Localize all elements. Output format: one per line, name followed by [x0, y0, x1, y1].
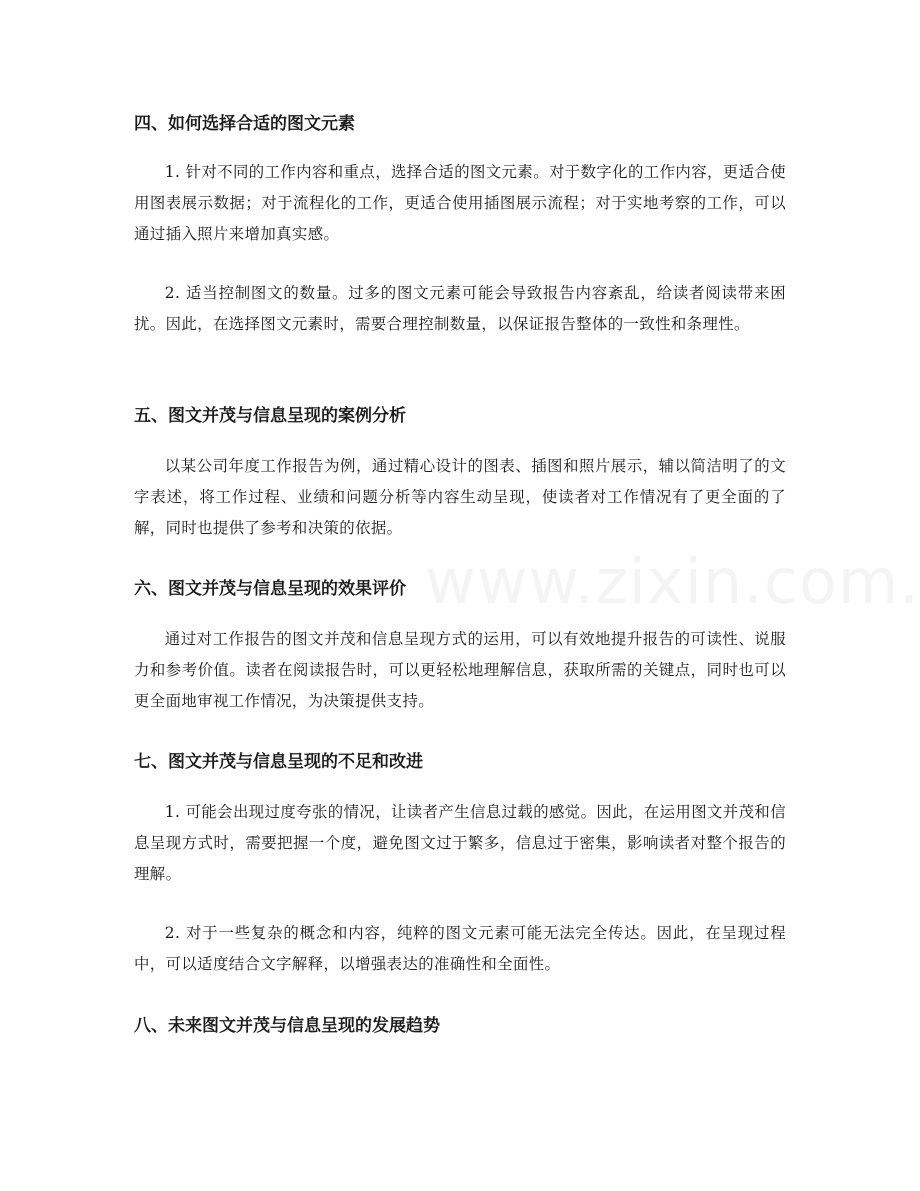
section-heading-4: 四、如何选择合适的图文元素: [134, 114, 355, 134]
section-heading-8: 八、未来图文并茂与信息呈现的发展趋势: [134, 1016, 440, 1036]
section-heading-6: 六、图文并茂与信息呈现的效果评价: [134, 579, 406, 599]
section-6-paragraph-1: 通过对工作报告的图文并茂和信息呈现方式的运用，可以有效地提升报告的可读性、说服力和参考价值。读者在阅读报告时，可以更轻松地理解信息，获取所需的关键点，同时也可以更全面地审视工作情况，为决策提供支持。: [134, 630, 786, 710]
section-4-paragraph-2: 2. 适当控制图文的数量。过多的图文元素可能会导致报告内容紊乱，给读者阅读带来困扰。因此，在选择图文元素时，需要合理控制数量，以保证报告整体的一致性和条理性。: [134, 284, 786, 333]
section-7-paragraph-1: 1. 可能会出现过度夸张的情况，让读者产生信息过载的感觉。因此，在运用图文并茂和信息呈现方式时，需要把握一个度，避免图文过于繁多，信息过于密集，影响读者对整个报告的理解。: [134, 803, 786, 883]
section-5-paragraph-1: 以某公司年度工作报告为例，通过精心设计的图表、插图和照片展示，辅以简洁明了的文字表述，将工作过程、业绩和问题分析等内容生动呈现，使读者对工作情况有了更全面的了解，同时也提供了参考和决策的依据。: [134, 457, 786, 537]
section-heading-7: 七、图文并茂与信息呈现的不足和改进: [134, 752, 423, 772]
section-heading-5: 五、图文并茂与信息呈现的案例分析: [134, 406, 406, 426]
section-4-paragraph-1: 1. 针对不同的工作内容和重点，选择合适的图文元素。对于数字化的工作内容，更适合使用图表展示数据；对于流程化的工作，更适合使用插图展示流程；对于实地考察的工作，可以通过插入照片来增加真实感。: [134, 163, 786, 243]
section-7-paragraph-2: 2. 对于一些复杂的概念和内容，纯粹的图文元素可能无法完全传达。因此，在呈现过程中，可以适度结合文字解释，以增强表达的准确性和全面性。: [134, 924, 786, 973]
